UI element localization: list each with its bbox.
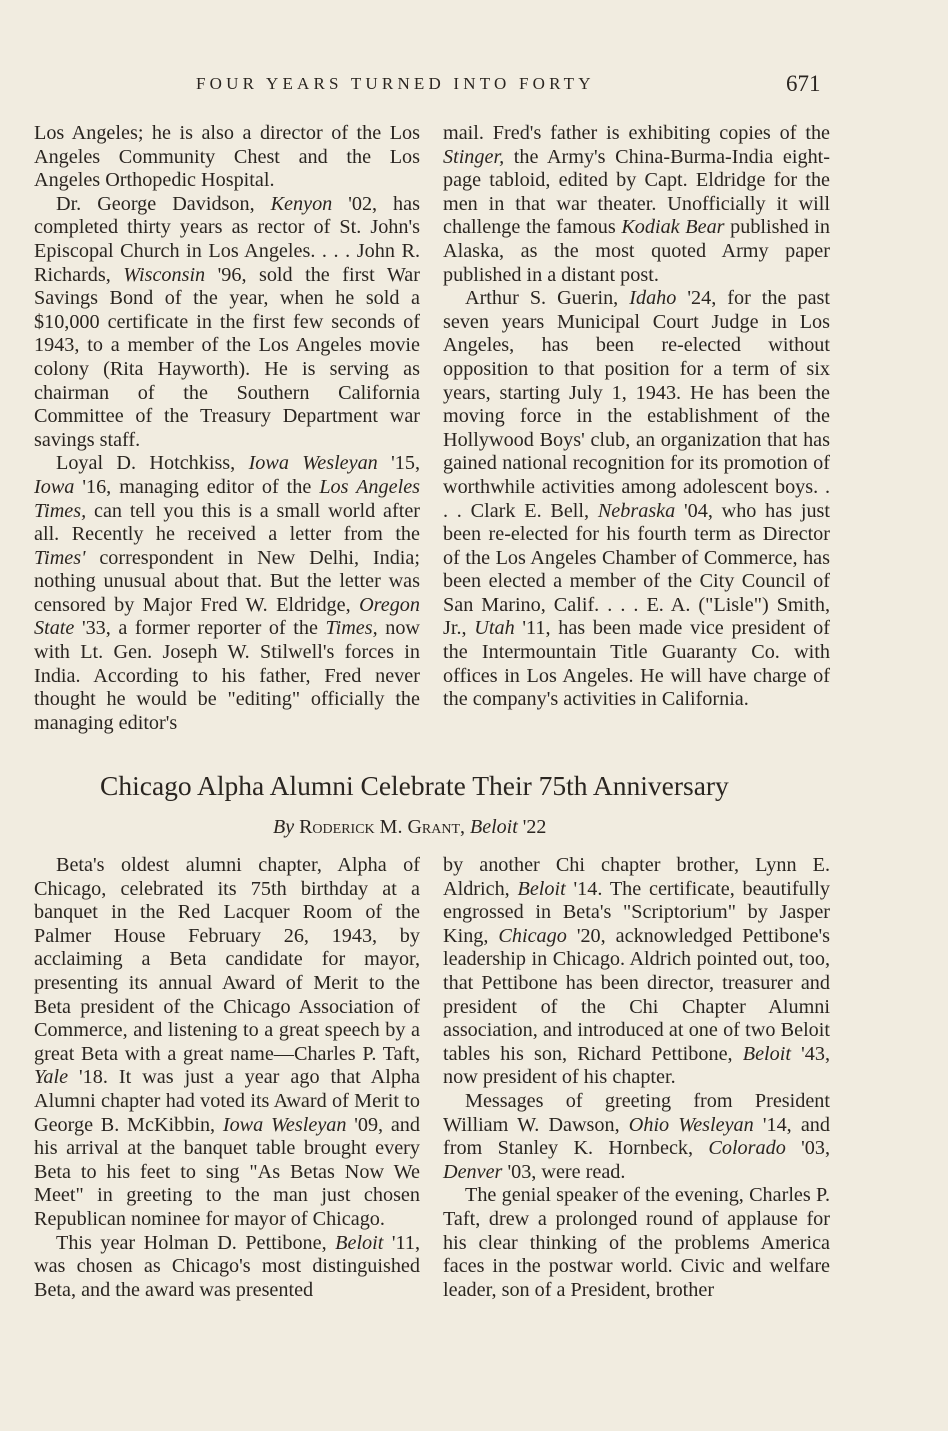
running-header <box>0 71 948 104</box>
top-article-column-2 <box>443 122 830 712</box>
byline: By Roderick M. Grant, Beloit '22 <box>273 816 547 838</box>
paragraph: Los Angeles; he is also a director of the Los Angeles Community Chest and the Los Angeles Orthopedic Hospital. <box>34 122 420 192</box>
paragraph: This year Holman D. Pettibone, Beloit '11, was chosen as Chicago's most distinguished Beta, and the award was presented <box>34 1231 421 1301</box>
paragraph: Beta's oldest alumni chapter, Alpha of Chicago, celebrated its 75th birthday at a banquet in the Red Lacquer Room of the Palmer House February 26, 1943, by acclaiming a Beta candidate for mayor, presenting its annual Award of Merit to the Beta president of the Chicago Association of Commerce, and listening to a great speech by a great Beta with a great name—Charles P. Taft, Yale '18. It was just a year ago that Alpha Alumni chapter had voted its Award of Merit to George B. McKibbin, Iowa Wesleyan '09, and his arrival at the banquet table brought every Beta to his feet to sing "As Betas Now We Meet" in greeting to the man just chosen Republican nominee for mayor of Chicago. <box>34 854 420 1230</box>
page-number: 671 <box>786 71 821 96</box>
running-title: FOUR YEARS TURNED INTO FORTY <box>196 74 595 93</box>
paragraph: The genial speaker of the evening, Charles P. Taft, drew a prolonged round of applause for his clear thinking of the problems America faces in the postwar world. Civic and welfare leader, son of a President, brother <box>443 1184 830 1301</box>
paragraph: Loyal D. Hotchkiss, Iowa Wesleyan '15, Iowa '16, managing editor of the Los Angeles Times, can tell you this is a small world after all. Recently he received a letter from the Times' correspondent in New Delhi, India; nothing unusual about that. But the letter was censored by Major Fred W. Eldridge, Oregon State '33, a former reporter of the Times, now with Lt. Gen. Joseph W. Stilwell's forces in India. According to his father, Fred never thought he would be "editing" officially the managing editor's <box>34 452 421 734</box>
bottom-article-column-2 <box>443 854 830 1302</box>
paragraph: Arthur S. Guerin, Idaho '24, for the past seven years Municipal Court Judge in Los Angeles, has been re-elected without opposition to that position for a term of six years, starting July 1, 1943. He has been the moving force in the establishment of the Hollywood Boys' club, an organization that has gained national recognition for its promotion of worthwhile activities among adolescent boys. . . . Clark E. Bell, Nebraska '04, who has just been re-elected for his fourth term as Director of the Los Angeles Chamber of Commerce, has been elected a member of the City Council of San Marino, Calif. . . . E. A. ("Lisle") Smith, Jr., Utah '11, has been made vice president of the Intermountain Title Guaranty Co. with offices in Los Angeles. He will have charge of the company's activities in California. <box>443 287 831 711</box>
bottom-article-column-1 <box>34 854 420 1302</box>
paragraph: Messages of greeting from President William W. Dawson, Ohio Wesleyan '14, and from Stanley K. Hornbeck, Colorado '03, Denver '03, were read. <box>443 1089 830 1183</box>
paragraph: mail. Fred's father is exhibiting copies of the Stinger, the Army's China-Burma-India eight-page tabloid, edited by Capt. Eldridge for the men in that war theater. Unofficially it will challenge the famous Kodiak Bear published in Alaska, as the most quoted Army paper published in a distant post. <box>443 122 830 286</box>
article-title: Chicago Alpha Alumni Celebrate Their 75th Anniversary <box>100 770 729 801</box>
paragraph: by another Chi chapter brother, Lynn E. Aldrich, Beloit '14. The certificate, beautifully engrossed in Beta's "Scriptorium" by Jasper King, Chicago '20, acknowledged Pettibone's leadership in Chicago. Aldrich pointed out, too, that Pettibone has been director, treasurer and president of the Chi Chapter Alumni association, and introduced at one of two Beloit tables his son, Richard Pettibone, Beloit '43, now president of his chapter. <box>443 854 830 1089</box>
paragraph: Dr. George Davidson, Kenyon '02, has completed thirty years as rector of St. John's Episcopal Church in Los Angeles. . . . John R. Richards, Wisconsin '96, sold the first War Savings Bond of the year, when he sold a $10,000 certificate in the first few seconds of 1943, to a member of the Los Angeles movie colony (Rita Hayworth). He is serving as chairman of the Southern California Committee of the Treasury Department war savings staff. <box>34 192 420 451</box>
top-article-column-1 <box>34 122 420 735</box>
